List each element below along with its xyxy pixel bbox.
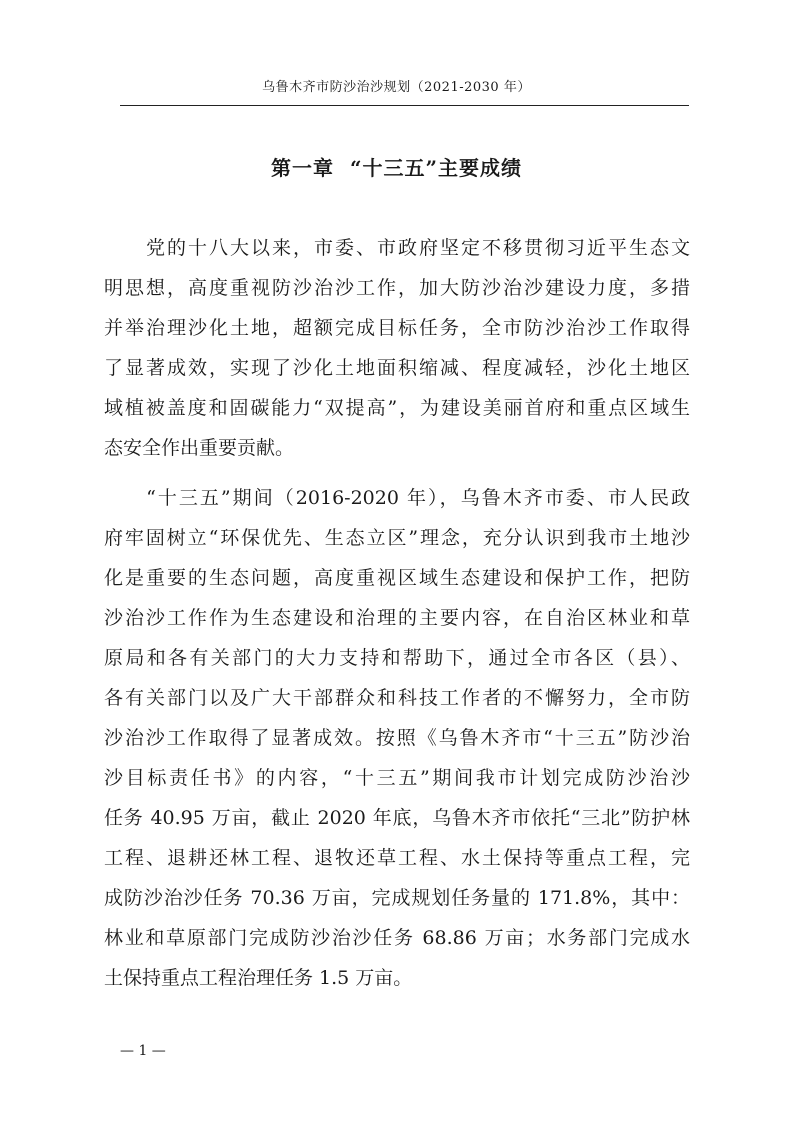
- header-divider: [120, 105, 689, 106]
- text-line: “十三五”期间（2016-2020 年），乌鲁木齐市委、市人民政: [104, 487, 690, 509]
- paragraph-1: [104, 228, 690, 468]
- text-line: 党的十八大以来，市委、市政府坚定不移贯彻习近平生态文: [104, 237, 690, 259]
- text-line: 成防沙治沙任务 70.36 万亩，完成规划任务量的 171.8%，其中：: [104, 887, 690, 909]
- text-line: 沙治沙工作取得了显著成效。按照《乌鲁木齐市“十三五”防沙治: [104, 727, 690, 749]
- paragraph-spacer: [104, 468, 690, 478]
- text-line: 府牢固树立“环保优先、生态立区”理念，充分认识到我市土地沙: [104, 527, 690, 549]
- text-line: 工程、退耕还林工程、退牧还草工程、水土保持等重点工程，完: [104, 847, 690, 869]
- text-line: 土保持重点工程治理任务 1.5 万亩。: [104, 967, 413, 989]
- paragraph-2: [104, 478, 690, 998]
- text-line: 沙目标责任书》的内容，“十三五”期间我市计划完成防沙治沙: [104, 767, 690, 789]
- text-line: 明思想，高度重视防沙治沙工作，加大防沙治沙建设力度，多措: [104, 277, 690, 299]
- text-line: 任务 40.95 万亩，截止 2020 年底，乌鲁木齐市依托“三北”防护林: [104, 807, 690, 829]
- text-line: 化是重要的生态问题，高度重视区域生态建设和保护工作，把防: [104, 567, 690, 589]
- text-line: 林业和草原部门完成防沙治沙任务 68.86 万亩；水务部门完成水: [104, 927, 690, 949]
- body-text: [104, 228, 690, 998]
- text-line: 了显著成效，实现了沙化土地面积缩减、程度减轻，沙化土地区: [104, 357, 690, 379]
- text-line: 态安全作出重要贡献。: [104, 437, 295, 459]
- text-line: 沙治沙工作作为生态建设和治理的主要内容，在自治区林业和草: [104, 607, 690, 629]
- chapter-title: 第一章 “十三五”主要成绩: [271, 156, 522, 180]
- text-line: 域植被盖度和固碳能力“双提高”，为建设美丽首府和重点区域生: [104, 397, 690, 419]
- running-header: 乌鲁木齐市防沙治沙规划（2021-2030 年）: [262, 80, 531, 95]
- text-line: 并举治理沙化土地，超额完成目标任务，全市防沙治沙工作取得: [104, 317, 690, 339]
- page-number: — 1 —: [120, 1043, 166, 1059]
- text-line: 原局和各有关部门的大力支持和帮助下，通过全市各区（县）、: [104, 647, 690, 669]
- text-line: 各有关部门以及广大干部群众和科技工作者的不懈努力，全市防: [104, 687, 690, 709]
